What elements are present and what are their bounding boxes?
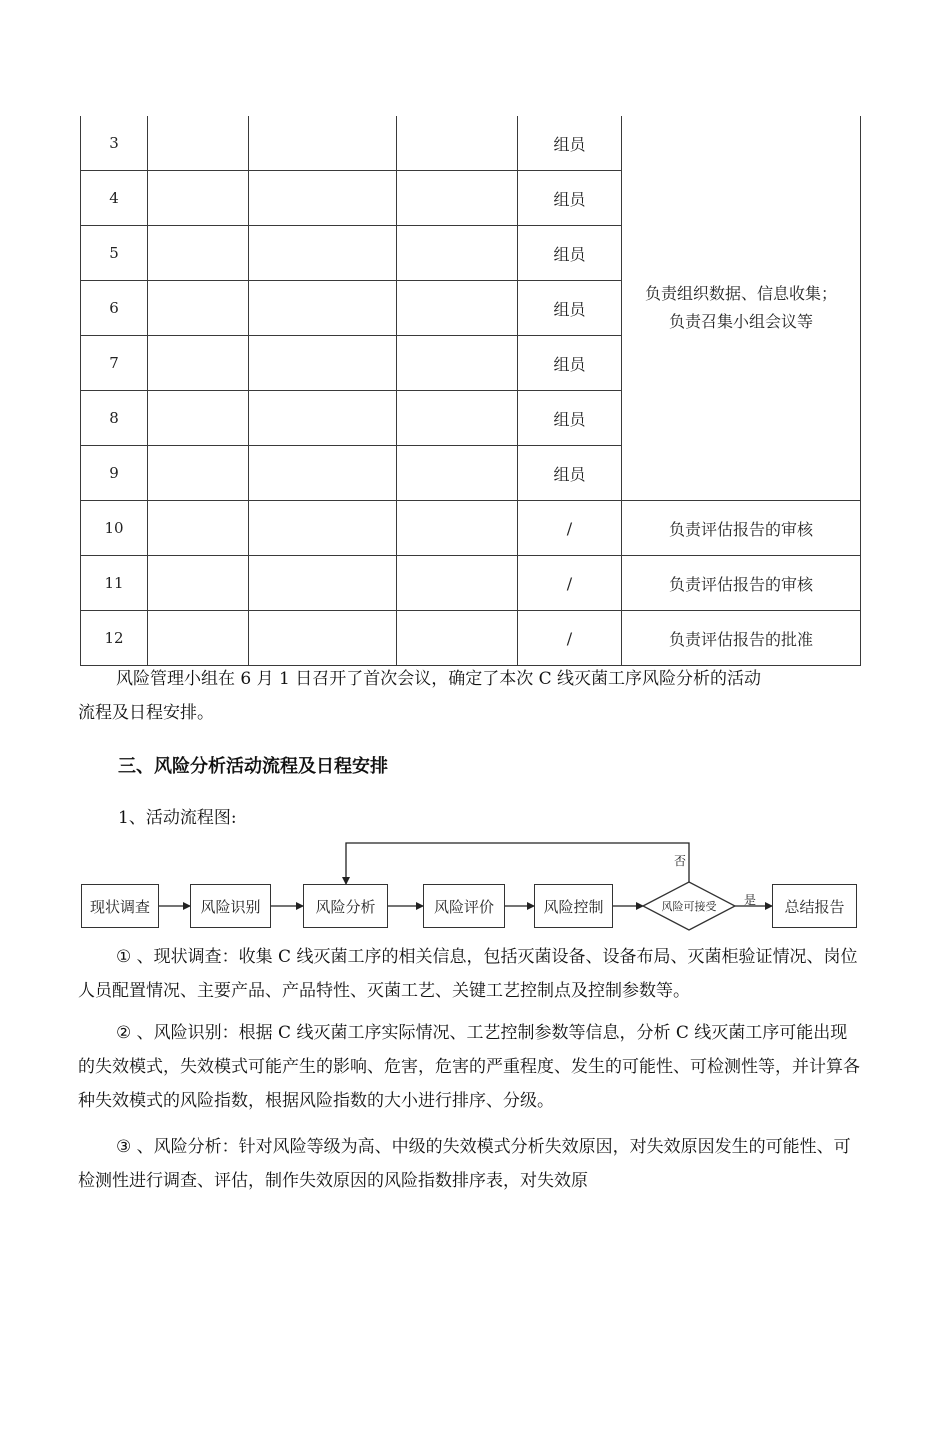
item-paragraph-survey xyxy=(78,940,860,1008)
row-number: 8 xyxy=(81,391,148,446)
item-title: 、风险分析 xyxy=(136,1137,222,1157)
role-cell: 组员 xyxy=(518,116,622,171)
duty-cell: 负责评估报告的审核 xyxy=(622,556,861,611)
flow-step-analysis: 风险分析 xyxy=(303,884,388,928)
no-feedback-arrow xyxy=(346,843,689,884)
row-number: 7 xyxy=(81,336,148,391)
row-number: 9 xyxy=(81,446,148,501)
item-marker: ② xyxy=(116,1023,132,1043)
decision-label: 风险可接受 xyxy=(661,900,717,913)
role-cell: / xyxy=(518,556,622,611)
role-cell: 组员 xyxy=(518,336,622,391)
flow-step-identification: 风险识别 xyxy=(190,884,271,928)
role-cell: 组员 xyxy=(518,226,622,281)
item-title: 、风险识别 xyxy=(136,1023,222,1043)
item-marker: ① xyxy=(116,947,132,967)
yes-label: 是 xyxy=(744,893,757,907)
row-number: 5 xyxy=(81,226,148,281)
role-cell: 组员 xyxy=(518,281,622,336)
flow-step-survey: 现状调查 xyxy=(81,884,159,928)
flow-step-summary-report: 总结报告 xyxy=(772,884,857,928)
role-cell: 组员 xyxy=(518,391,622,446)
item-body: ：根据 C 线灭菌工序实际情况、工艺控制参数等信息，分析 C 线灭菌工序可能出现的失效模式，失效模式可能产生的影响、危害，危害的严重程度、发生的可能性、可检测性等，并计算各种失效模式的风险指数，根据风险指数的大小进行排序、分级。 xyxy=(78,1023,860,1111)
flowchart-label: 1、活动流程图: xyxy=(118,808,237,828)
duty-cell: 负责评估报告的批准 xyxy=(622,611,861,666)
duty-line: 负责组织数据、信息收集； xyxy=(644,284,837,303)
role-cell: / xyxy=(518,611,622,666)
no-label: 否 xyxy=(674,854,687,868)
row-number: 4 xyxy=(81,171,148,226)
role-cell: 组员 xyxy=(518,171,622,226)
item-body: ：针对风险等级为高、中级的失效模式分析失效原因，对失效原因发生的可能性、可检测性进行调查、评估，制作失效原因的风险指数排序表，对失效原 xyxy=(78,1137,851,1191)
row-number: 6 xyxy=(81,281,148,336)
duty-line: 负责召集小组会议等 xyxy=(668,312,813,331)
flow-step-evaluation: 风险评价 xyxy=(423,884,505,928)
item-paragraph-identification xyxy=(78,1016,860,1118)
item-title: 、现状调查 xyxy=(136,947,222,967)
row-number: 3 xyxy=(81,116,148,171)
row-number: 11 xyxy=(81,556,148,611)
role-cell: 组员 xyxy=(518,446,622,501)
item-marker: ③ xyxy=(116,1137,132,1157)
item-body: ：收集 C 线灭菌工序的相关信息，包括灭菌设备、设备布局、灭菌柜验证情况、岗位人员配置情况、主要产品、产品特性、灭菌工艺、关键工艺控制点及控制参数等。 xyxy=(78,947,858,1001)
row-number: 10 xyxy=(81,501,148,556)
section-heading: 三、风险分析活动流程及日程安排 xyxy=(118,756,388,777)
duty-cell: 负责评估报告的审核 xyxy=(622,501,861,556)
row-number: 12 xyxy=(81,611,148,666)
meeting-paragraph: 风险管理小组在 6 月 1 日召开了首次会议，确定了本次 C 线灭菌工序风险分析的活动流程及日程安排。 xyxy=(78,669,762,723)
role-cell: / xyxy=(518,501,622,556)
flow-step-control: 风险控制 xyxy=(534,884,613,928)
item-paragraph-analysis xyxy=(78,1130,860,1198)
